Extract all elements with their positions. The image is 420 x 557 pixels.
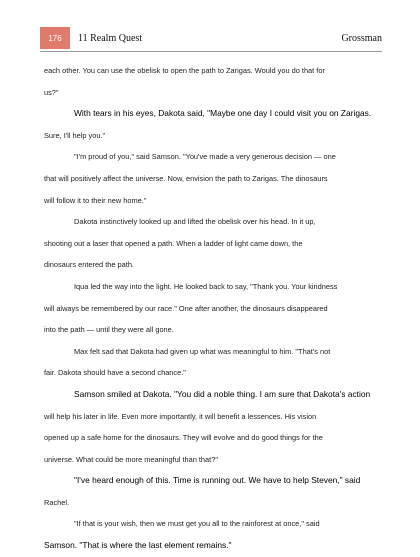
text-line: will always be remembered by our race." One after another, the dinosaurs disappeared xyxy=(44,303,328,313)
text-line: each other. You can use the obelisk to open the path to Zarigas. Would you do that for xyxy=(44,66,325,75)
page-body xyxy=(44,60,380,557)
text-line: Samson smiled at Dakota. "You did a noble thing. I am sure that Dakota's action xyxy=(74,388,371,399)
text-line: Samson. "That is where the last element remains." xyxy=(44,540,232,551)
text-line: "I'm proud of you," said Samson. "You've made a very generous decision — one xyxy=(74,152,336,162)
text-line: Dakota instinctively looked up and lifted the obelisk over his head. In it up, xyxy=(74,217,316,227)
header-divider xyxy=(40,51,382,52)
text-line: Iqua led the way into the light. He looked back to say, "Thank you. Your kindness xyxy=(74,281,338,291)
text-line: Sure, I'll help you." xyxy=(44,130,106,140)
text-line: Rachel. xyxy=(44,497,70,507)
book-title: 11 Realm Quest xyxy=(78,32,143,44)
text-line: into the path — until they were all gone. xyxy=(44,325,174,335)
text-line: "If that is your wish, then we must get you all to the rainforest at once," said xyxy=(74,519,320,529)
text-line: shooting out a laser that opened a path. When a ladder of light came down, the xyxy=(44,238,303,248)
text-line: With tears in his eyes, Dakota said, "Maybe one day I could visit you on Zarigas. xyxy=(74,108,372,119)
text-line: that will positively affect the universe. Now, envision the path to Zarigas. The dinosaurs xyxy=(44,173,328,183)
text-line: will help his later in life. Even more importantly, it will benefit a lessences. His vision xyxy=(44,411,317,421)
text-line: "I've heard enough of this. Time is running out. We have to help Steven," said xyxy=(74,475,361,486)
text-line: us?" xyxy=(44,87,59,97)
text-line: fair. Dakota should have a second chance." xyxy=(44,368,186,378)
page-header xyxy=(40,26,382,50)
text-line: opened up a safe home for the dinosaurs. They will evolve and do good things for the xyxy=(44,433,323,443)
text-line: Max felt sad that Dakota had given up what was meaningful to him. "That's not xyxy=(74,346,331,356)
author-name: Grossman xyxy=(341,32,382,44)
text-line: universe. What could be more meaningful than that?" xyxy=(44,454,218,464)
text-line: dinosaurs entered the path. xyxy=(44,260,134,270)
text-line: will follow it to their new home." xyxy=(44,195,147,205)
page-number-badge: 176 xyxy=(40,27,70,49)
